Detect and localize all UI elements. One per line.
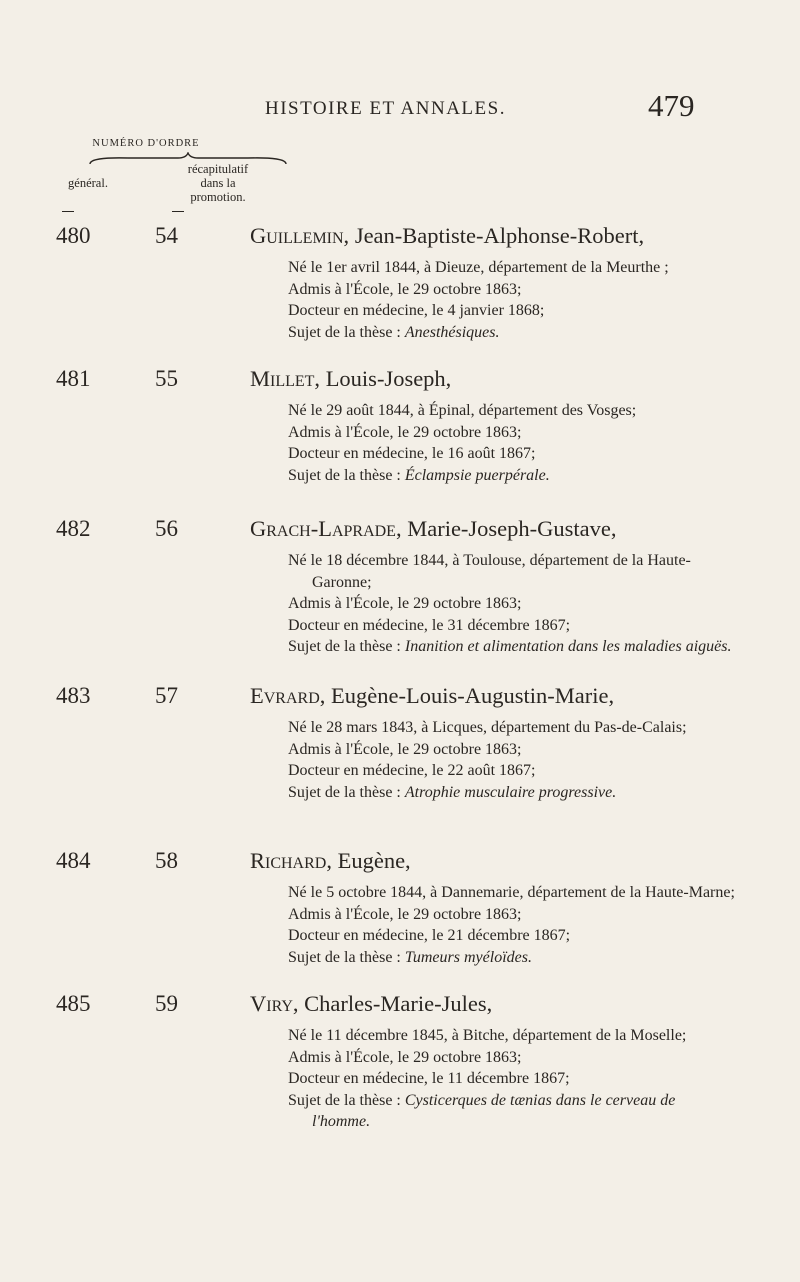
entry-name bbox=[250, 366, 770, 392]
entry-thesis bbox=[288, 782, 736, 804]
entry-thesis-prefix: Sujet de la thèse : bbox=[288, 466, 405, 484]
entry-details bbox=[288, 550, 736, 658]
entry-thesis-prefix: Sujet de la thèse : bbox=[288, 948, 405, 966]
column-divider-dash bbox=[172, 211, 184, 212]
entry-doctorate: Docteur en médecine, le 4 janvier 1868; bbox=[288, 302, 545, 319]
column-recap-line3: promotion. bbox=[190, 190, 246, 204]
entry-doctorate: Docteur en médecine, le 16 août 1867; bbox=[288, 445, 536, 462]
entry-details bbox=[288, 257, 736, 343]
entry-admission: Admis à l'École, le 29 octobre 1863; bbox=[288, 905, 522, 923]
entry-surname: Guillemin, bbox=[250, 223, 350, 248]
entry-doctorate: Docteur en médecine, le 22 août 1867; bbox=[288, 762, 536, 779]
entry-number-recap: 57 bbox=[155, 683, 178, 708]
entry-number-general: 481 bbox=[56, 366, 91, 391]
entry-number-general: 483 bbox=[56, 683, 91, 708]
entry-doctorate: Docteur en médecine, le 11 décembre 1867; bbox=[288, 1070, 570, 1087]
entry-admission: Admis à l'École, le 29 octobre 1863; bbox=[288, 280, 522, 298]
entry-number-recap: 58 bbox=[155, 848, 178, 873]
running-title: HISTOIRE ET ANNALES. bbox=[265, 98, 506, 119]
column-recap-line1: récapitulatif bbox=[187, 162, 249, 176]
page-number: 479 bbox=[648, 88, 695, 123]
entry-admission: Admis à l'École, le 29 octobre 1863; bbox=[288, 423, 522, 441]
entry-number-general: 485 bbox=[56, 991, 91, 1016]
entry-thesis bbox=[288, 465, 736, 487]
entry-name bbox=[250, 683, 770, 709]
column-general-label: général. bbox=[68, 176, 108, 190]
entry-thesis-title: Cysticerques de tænias dans le cerveau de l'homme. bbox=[312, 1091, 676, 1130]
entry-birth: Né le 1er avril 1844, à Dieuze, département de la Meurthe ; bbox=[288, 259, 669, 276]
entry-thesis-prefix: Sujet de la thèse : bbox=[288, 1091, 405, 1109]
column-header-title: NUMÉRO D'ORDRE bbox=[92, 138, 200, 149]
column-divider-dash bbox=[62, 211, 74, 212]
entry-number-general: 484 bbox=[56, 848, 91, 873]
entry-name bbox=[250, 223, 770, 249]
entry-thesis-prefix: Sujet de la thèse : bbox=[288, 638, 405, 655]
entry-admission: Admis à l'École, le 29 octobre 1863; bbox=[288, 1048, 522, 1066]
entry-thesis bbox=[288, 322, 736, 344]
entry-birth: Né le 29 août 1844, à Épinal, département des Vosges; bbox=[288, 402, 637, 419]
entry-thesis-title: Tumeurs myéloïdes. bbox=[404, 948, 532, 966]
entry-admission: Admis à l'École, le 29 octobre 1863; bbox=[288, 595, 522, 612]
entry-surname: Millet, bbox=[250, 366, 321, 391]
entry-birth: Né le 5 octobre 1844, à Dannemarie, département de la Haute-Marne; bbox=[288, 884, 735, 901]
entry-details bbox=[288, 400, 736, 486]
entry-thesis-title: Éclampsie puerpérale. bbox=[404, 466, 550, 484]
entry-number-recap: 55 bbox=[155, 366, 178, 391]
entry-thesis-prefix: Sujet de la thèse : bbox=[288, 323, 405, 341]
page-header bbox=[0, 88, 800, 134]
entry-forenames: Louis-Joseph, bbox=[320, 366, 452, 391]
entry-thesis bbox=[288, 636, 736, 658]
entry-name bbox=[250, 848, 770, 874]
entry-details bbox=[288, 1025, 736, 1133]
entry-forenames: Marie-Joseph-Gustave, bbox=[401, 516, 617, 541]
entry-doctorate: Docteur en médecine, le 31 décembre 1867; bbox=[288, 616, 571, 634]
entry-number-recap: 56 bbox=[155, 516, 178, 541]
entry-birth: Né le 18 décembre 1844, à Toulouse, département de la Haute-Garonne; bbox=[288, 552, 691, 591]
entry-surname: Evrard, bbox=[250, 683, 326, 708]
entry-thesis bbox=[288, 947, 736, 969]
entry-name bbox=[250, 991, 770, 1017]
entry-thesis-title: Anesthésiques. bbox=[404, 323, 500, 341]
entry-doctorate: Docteur en médecine, le 21 décembre 1867; bbox=[288, 927, 571, 944]
entry-number-recap: 54 bbox=[155, 223, 178, 248]
entry-forenames: Charles-Marie-Jules, bbox=[298, 991, 493, 1016]
entry-number-general: 482 bbox=[56, 516, 91, 541]
entry-forenames: Eugène, bbox=[331, 848, 411, 873]
entry-details bbox=[288, 882, 736, 968]
entry-thesis-title: Atrophie musculaire progressive. bbox=[404, 783, 617, 801]
entry-birth: Né le 11 décembre 1845, à Bitche, département de la Moselle; bbox=[288, 1027, 687, 1044]
column-recap-line2: dans la bbox=[200, 176, 236, 190]
entry-thesis bbox=[288, 1090, 736, 1133]
entry-number-recap: 59 bbox=[155, 991, 178, 1016]
entry-thesis-prefix: Sujet de la thèse : bbox=[288, 783, 405, 801]
entry-forenames: Eugène-Louis-Augustin-Marie, bbox=[325, 683, 615, 708]
entry-number-general: 480 bbox=[56, 223, 91, 248]
entry-surname: Viry, bbox=[250, 991, 299, 1016]
entry-admission: Admis à l'École, le 29 octobre 1863; bbox=[288, 740, 522, 758]
entry-birth: Né le 28 mars 1843, à Licques, département du Pas-de-Calais; bbox=[288, 719, 687, 736]
column-recap-label bbox=[158, 162, 278, 204]
entry-name bbox=[250, 516, 770, 542]
entry-surname: Grach-Laprade, bbox=[250, 516, 402, 541]
entry-surname: Richard, bbox=[250, 848, 332, 873]
entry-thesis-title: Inanition et alimentation dans les maladies aiguës. bbox=[404, 638, 732, 655]
entry-forenames: Jean-Baptiste-Alphonse-Robert, bbox=[349, 223, 645, 248]
entry-details bbox=[288, 717, 736, 803]
column-header bbox=[58, 138, 249, 218]
